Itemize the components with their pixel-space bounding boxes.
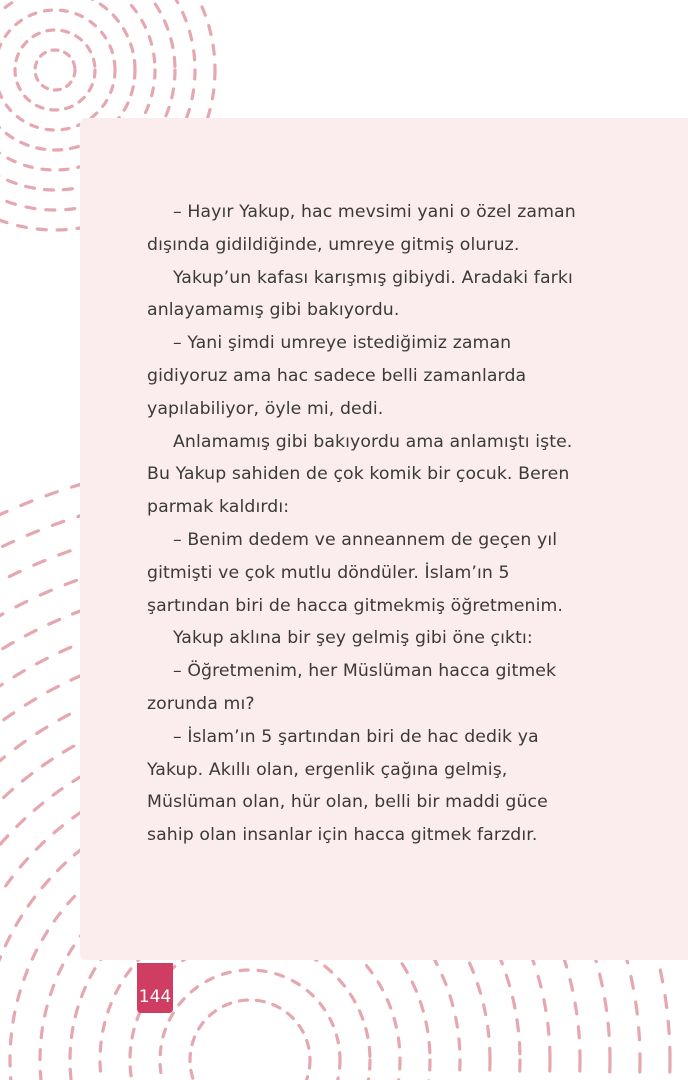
paragraph: Yakup aklına bir şey gelmiş gibi öne çıktı: <box>173 628 533 649</box>
paragraph: – Hayır Yakup, hac mevsimi yani o özel zaman dışında gidildiğinde, umreye gitmiş oluruz. <box>147 202 576 255</box>
paragraph: – İslam’ın 5 şartından biri de hac dedik ya Yakup. Akıllı olan, ergenlik çağına gelmiş, Müslüman olan, hür olan, belli bir maddi güce sahip olan insanlar için hacca gitmek farzdır. <box>147 726 548 846</box>
paragraph: Yakup’un kafası karışmış gibiydi. Aradaki farkı anlayamamış gibi bakıyordu. <box>147 267 573 321</box>
story-text <box>147 196 597 852</box>
paragraph: – Yani şimdi umreye istediğimiz zaman gidiyoruz ama hac sadece belli zamanlarda yapılabiliyor, öyle mi, dedi. <box>147 333 527 419</box>
paragraph: – Benim dedem ve anneannem de geçen yıl gitmişti ve çok mutlu döndüler. İslam’ın 5 şartından biri de hacca gitmekmiş öğretmenim. <box>147 529 564 616</box>
paragraph: – Öğretmenim, her Müslüman hacca gitmek zorunda mı? <box>147 661 557 714</box>
paragraph: Anlamamış gibi bakıyordu ama anlamıştı işte. Bu Yakup sahiden de çok komik bir çocuk. Beren parmak kaldırdı: <box>147 431 573 518</box>
page-number-tab <box>137 963 173 1013</box>
page-number: 144 <box>138 987 172 1007</box>
